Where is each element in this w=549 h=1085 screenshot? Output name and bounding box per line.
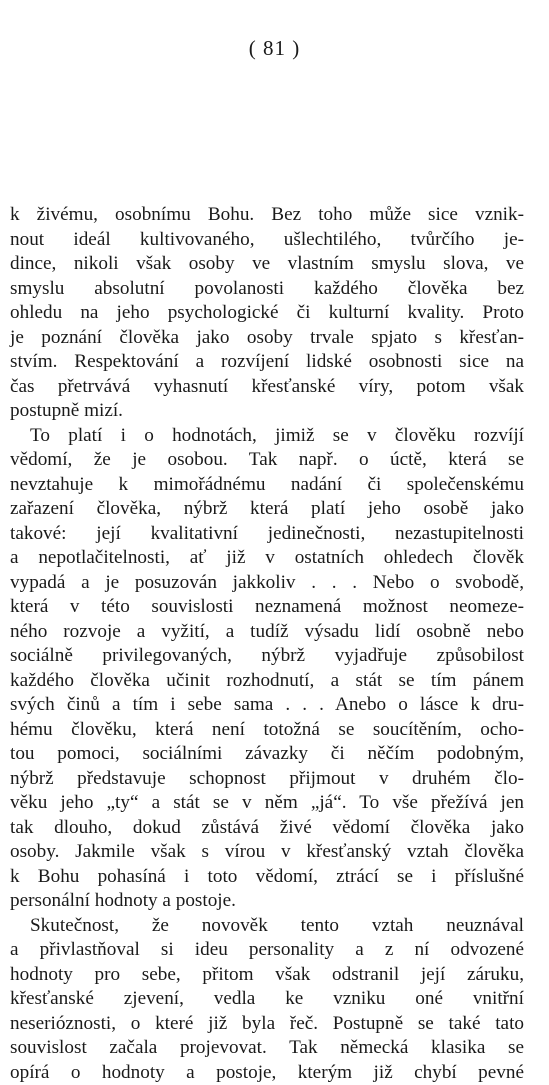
text-line: je poznání člověka jako osoby trvale spjato s křesťan- — [10, 326, 524, 351]
text-line: opírá o hodnoty a postoje, kterým již chybí pevné — [10, 1061, 524, 1085]
text-line: vědomí, že je osobou. Tak např. o úctě, která se — [10, 448, 524, 473]
text-line: osoby. Jakmile však s vírou v křesťanský vztah člověka — [10, 840, 524, 865]
text-line: postupně mizí. — [10, 399, 524, 424]
text-line: každého člověka učinit rozhodnutí, a stát se tím pánem — [10, 669, 524, 694]
text-line: k Bohu pohasíná i toto vědomí, ztrácí se i příslušné — [10, 865, 524, 890]
text-line: zařazení člověka, nýbrž která platí jeho osobě jako — [10, 497, 524, 522]
text-line: neserióznosti, o které již byla řeč. Postupně se také tato — [10, 1012, 524, 1037]
text-line: a přivlastňoval si ideu personality a z ní odvozené — [10, 938, 524, 963]
text-line: která v této souvislosti neznamená možnost neomeze- — [10, 595, 524, 620]
text-line: k živému, osobnímu Bohu. Bez toho může sice vznik- — [10, 203, 524, 228]
text-line: Skutečnost, že novověk tento vztah neuznával — [10, 914, 524, 939]
text-line: personální hodnoty a postoje. — [10, 889, 524, 914]
text-line: věku jeho „ty“ a stát se v něm „já“. To vše přežívá jen — [10, 791, 524, 816]
text-line: nout ideál kultivovaného, ušlechtilého, tvůrčího je- — [10, 228, 524, 253]
page-number: ( 81 ) — [0, 36, 549, 61]
text-line: a nepotlačitelnosti, ať již v ostatních ohledech člověk — [10, 546, 524, 571]
text-line: čas přetrvává vyhasnutí křesťanské víry, potom však — [10, 375, 524, 400]
text-line: tou pomoci, sociálními závazky či něčím podobným, — [10, 742, 524, 767]
text-line: dince, nikoli však osoby ve vlastním smyslu slova, ve — [10, 252, 524, 277]
text-line: křesťanské zjevení, vedla ke vzniku oné vnitřní — [10, 987, 524, 1012]
text-line: ného rozvoje a vyžití, a tudíž výsadu lidí osobně nebo — [10, 620, 524, 645]
text-line: tak dlouho, dokud zůstává živé vědomí člověka jako — [10, 816, 524, 841]
text-line: To platí i o hodnotách, jimiž se v člověku rozvíjí — [10, 424, 524, 449]
text-line: hému člověku, která není totožná se soucítěním, ocho- — [10, 718, 524, 743]
text-line: svých činů a tím i sebe sama . . . Anebo o lásce k dru- — [10, 693, 524, 718]
text-line: souvislost začala projevovat. Tak německá klasika se — [10, 1036, 524, 1061]
paragraph-2 — [10, 424, 524, 914]
text-line: nevztahuje k mimořádnému nadání či společenskému — [10, 473, 524, 498]
text-line: nýbrž představuje schopnost přijmout v druhém člo- — [10, 767, 524, 792]
text-line: stvím. Respektování a rozvíjení lidské osobnosti sice na — [10, 350, 524, 375]
text-line: takové: její kvalitativní jedinečnosti, nezastupitelnosti — [10, 522, 524, 547]
text-line: hodnoty pro sebe, přitom však odstranil její záruku, — [10, 963, 524, 988]
text-line: sociálně privilegovaných, nýbrž vyjadřuje způsobilost — [10, 644, 524, 669]
text-line: ohledu na jeho psychologické či kulturní kvality. Proto — [10, 301, 524, 326]
text-line: vypadá a je posuzován jakkoliv . . . Nebo o svobodě, — [10, 571, 524, 596]
paragraph-1 — [10, 203, 524, 424]
paragraph-3 — [10, 914, 524, 1085]
body-text — [10, 203, 524, 1085]
text-line: smyslu absolutní povolanosti každého člověka bez — [10, 277, 524, 302]
